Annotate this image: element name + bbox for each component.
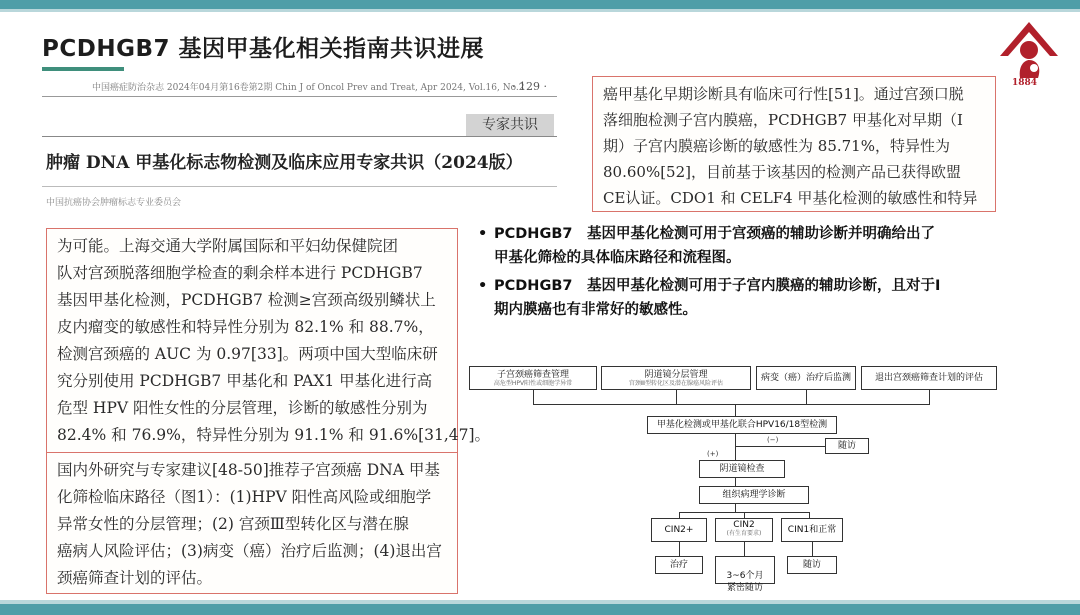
- journal-header-rule: [42, 96, 557, 97]
- flow-connector: [533, 404, 930, 405]
- key-point-continuation: 甲基化筛检的具体临床路径和流程图。: [494, 250, 741, 266]
- excerpt-line: 基因甲基化检测，PCDHGB7 检测≥宫颈高级别鳞状上: [57, 291, 436, 309]
- flow-box-exit-screening: 退出宫颈癌筛查计划的评估: [861, 366, 997, 390]
- excerpt-line: 癌病人风险评估；(3)病变（癌）治疗后监测；(4)退出宫: [57, 542, 442, 560]
- flow-box-colposcopy: 阴道镜检查: [699, 460, 785, 478]
- flow-box-routine-follow-up: 随访: [787, 556, 837, 574]
- key-points-list: [478, 222, 1038, 326]
- flow-connector: [735, 478, 736, 486]
- excerpt-line: 癌甲基化早期诊断具有临床可行性[51]。通过宫颈口脱: [603, 85, 964, 103]
- excerpt-line: 化筛检临床路径（图1）：(1)HPV 阳性高风险或细胞学: [57, 488, 432, 506]
- excerpt-endometrial-cancer: [592, 76, 996, 212]
- title-underline: [42, 67, 124, 71]
- flow-connector: [679, 542, 680, 556]
- consensus-badge: 专家共识: [466, 114, 554, 136]
- flow-connector: [533, 390, 534, 404]
- excerpt-line: 究分别使用 PCDHGB7 甲基化和 PAX1 甲基化进行高: [57, 372, 433, 390]
- flow-box-cin1-normal: CIN1和正常: [781, 518, 843, 542]
- flow-positive-label: (+): [707, 450, 719, 458]
- flow-connector: [929, 390, 930, 404]
- excerpt-line: 队对宫颈脱落细胞学检查的剩余样本进行 PCDHGB7: [57, 264, 423, 282]
- key-point-continuation: 期内膜癌也有非常好的敏感性。: [494, 302, 697, 318]
- bullet-dot-icon: •: [478, 226, 488, 242]
- flow-box-screening: 子宫颈癌筛查管理 高危型HPV阳性或细胞学异常: [469, 366, 597, 390]
- paper-title: 肿瘤 DNA 甲基化标志物检测及临床应用专家共识（2024版）: [46, 153, 523, 173]
- excerpt-line: 皮内瘤变的敏感性和特异性分别为 82.1% 和 88.7%，: [57, 318, 434, 336]
- journal-page-number: · 129 ·: [512, 80, 547, 93]
- excerpt-line: 82.4% 和 76.9%，特异性分别为 91.1% 和 91.6%[31,47]。: [57, 426, 491, 444]
- flow-connector: [735, 504, 736, 512]
- paper-title-rule: [42, 186, 557, 187]
- top-accent-bar-light: [0, 9, 1080, 12]
- key-point: • PCDHGB7 基因甲基化检测可用于子宫内膜癌的辅助诊断，且对于I: [478, 274, 1038, 298]
- excerpt-line: 危型 HPV 阳性女性的分层管理，诊断的敏感性分别为: [57, 399, 428, 417]
- flow-connector: [735, 404, 736, 416]
- slide-title: PCDHGB7 基因甲基化相关指南共识进展: [42, 36, 484, 62]
- flow-box-cin2: CIN2 (有生育要求): [715, 518, 773, 542]
- flow-connector: [744, 542, 745, 556]
- key-point: • PCDHGB7 基因甲基化检测可用于宫颈癌的辅助诊断并明确给出了: [478, 222, 1038, 246]
- excerpt-line: 期）子宫内膜癌诊断的敏感性为 85.71%，特异性为: [603, 137, 950, 155]
- journal-header: 中国癌症防治杂志 2024年04月第16卷第2期 Chin J of Oncol Prev and Treat, Apr 2024, Vol.16, No.2: [92, 83, 525, 93]
- paper-organization: 中国抗癌协会肿瘤标志专业委员会: [46, 198, 182, 208]
- flow-box-post-treatment: 病变（癌）治疗后监测: [756, 366, 856, 390]
- excerpt-line: 为可能。上海交通大学附属国际和平妇幼保健院团: [57, 237, 399, 255]
- bottom-accent-bar: [0, 604, 1080, 615]
- excerpt-line: 检测宫颈癌的 AUC 为 0.97[33]。两项中国大型临床研: [57, 345, 438, 363]
- excerpt-line: 异常女性的分层管理；(2) 宫颈Ⅲ型转化区与潜在腺: [57, 515, 409, 533]
- excerpt-line: CE认证。CDO1 和 CELF4 甲基化检测的敏感性和特异: [603, 189, 978, 207]
- flow-box-follow-up: 随访: [825, 438, 869, 454]
- flow-connector: [676, 390, 677, 404]
- logo-year: 1884: [1012, 78, 1038, 88]
- flow-connector: [812, 542, 813, 556]
- excerpt-line: 80.60%[52]，目前基于该基因的检测产品已获得欧盟: [603, 163, 961, 181]
- top-accent-bar: [0, 0, 1080, 9]
- flow-box-methylation-test: 甲基化检测或甲基化联合HPV16/18型检测: [647, 416, 837, 434]
- excerpt-line: 国内外研究与专家建议[48-50]推荐子宫颈癌 DNA 甲基: [57, 461, 440, 479]
- flow-box-pathology: 组织病理学诊断: [699, 486, 809, 504]
- flow-box-colposcopy-management: 阴道镜分层管理 宫颈Ⅲ型转化区及潜在腺癌风险评估: [601, 366, 751, 390]
- excerpt-line: 落细胞检测子宫内膜癌，PCDHGB7 甲基化对早期（Ⅰ: [603, 111, 963, 129]
- excerpt-line: 颈癌筛查计划的评估。: [57, 569, 213, 587]
- flow-box-close-follow-up: 3~6个月 紧密随访: [715, 556, 775, 584]
- flow-box-cin2plus: CIN2+: [651, 518, 707, 542]
- bullet-dot-icon: •: [478, 278, 488, 294]
- flow-box-treatment: 治疗: [655, 556, 703, 574]
- flow-negative-label: (−): [767, 436, 779, 444]
- flow-connector: [735, 446, 825, 447]
- badge-rule: [42, 136, 557, 137]
- screening-flowchart: [467, 360, 1017, 596]
- excerpt-cervical-cancer: [46, 228, 491, 454]
- excerpt-screening-pathway: [46, 452, 458, 594]
- flow-connector: [806, 390, 807, 404]
